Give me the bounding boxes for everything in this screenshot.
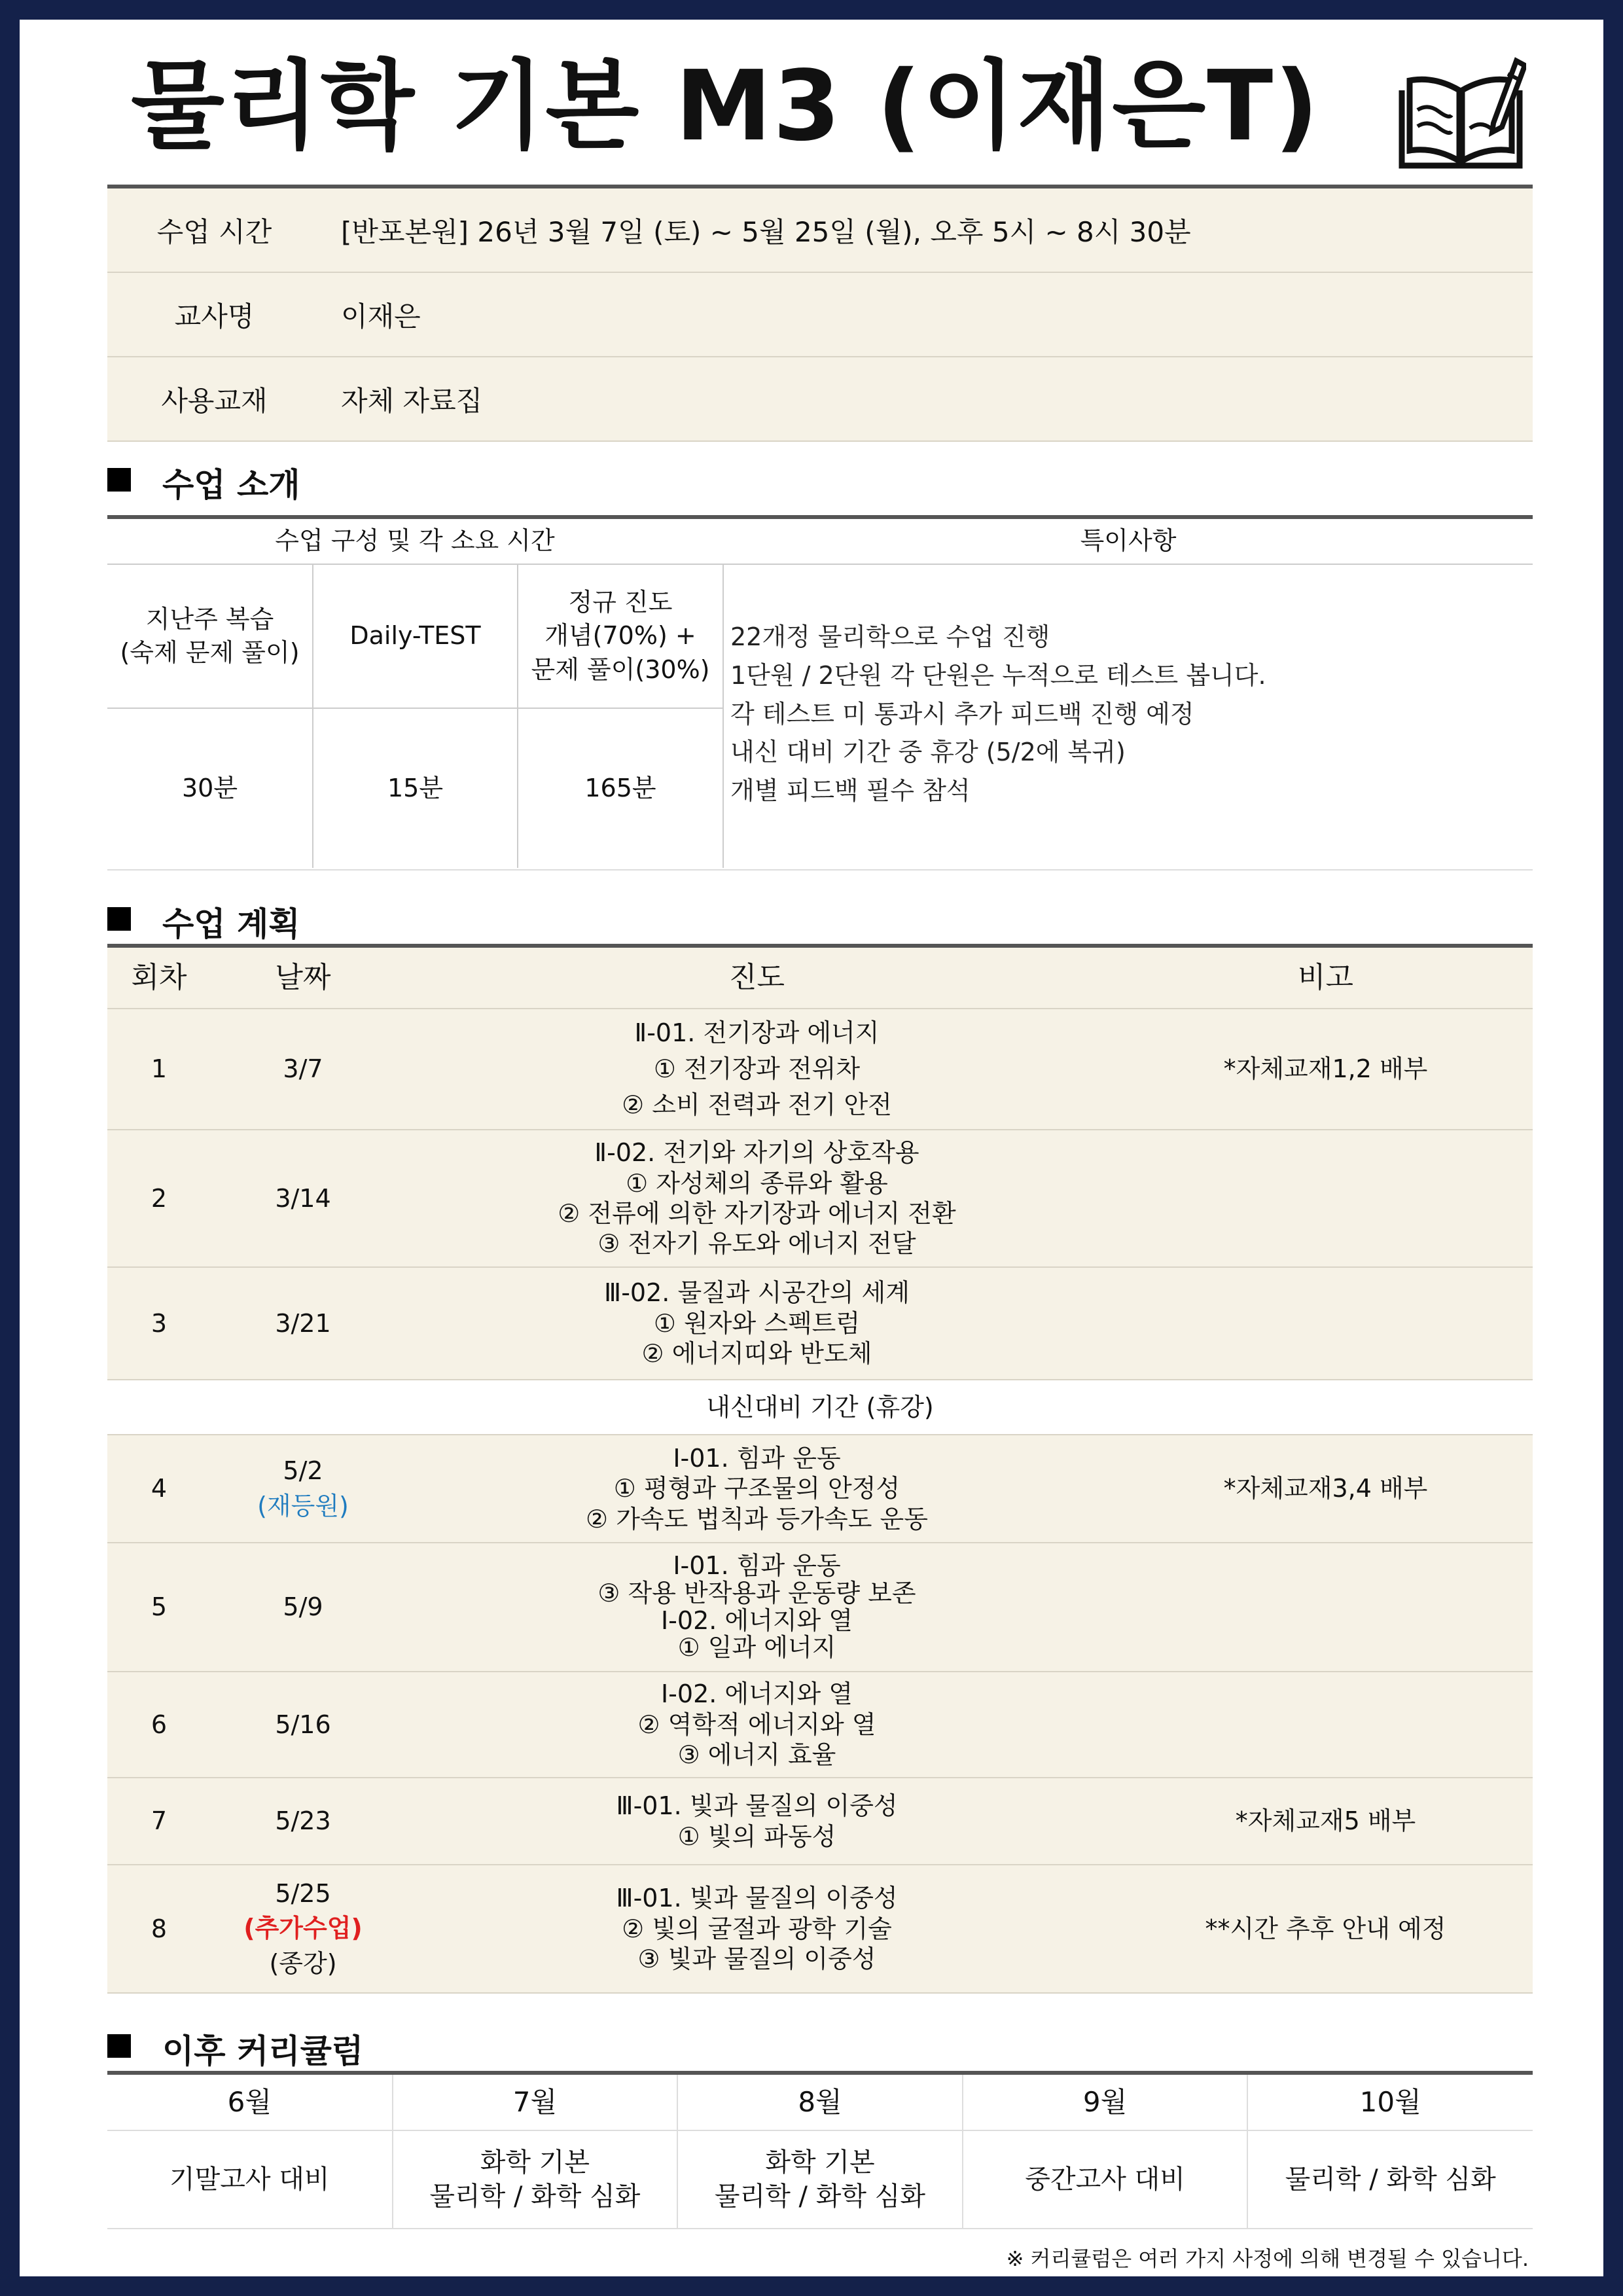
progress-line: Ⅰ-02. 에너지와 열: [660, 1605, 853, 1635]
lesson-date: 5/25: [275, 1879, 331, 1909]
progress-line: Ⅰ-02. 에너지와 열: [660, 1679, 853, 1709]
progress-line: Ⅲ-01. 빛과 물질의 이중성: [616, 1884, 898, 1913]
component-time: 15분: [387, 773, 444, 802]
header-progress: 진도: [395, 946, 1118, 1009]
month-detail: 화학 기본 물리학 / 화학 심화: [677, 2130, 963, 2229]
detail-row: [107, 2130, 1533, 2229]
month-row: [107, 2073, 1533, 2130]
progress-cell: [395, 1865, 1118, 1993]
component-time: 165분: [584, 773, 656, 802]
round-number: 3: [107, 1267, 211, 1380]
month-detail: 기말고사 대비: [107, 2130, 393, 2229]
progress-line: ② 빛의 굴절과 광학 기술: [622, 1914, 892, 1943]
final-class-note: (종강): [269, 1948, 337, 1978]
return-note: (재등원): [257, 1491, 349, 1520]
lesson-date: 5/23: [211, 1778, 395, 1865]
round-number: 4: [107, 1435, 211, 1543]
intro-section-heading: [107, 442, 1533, 515]
progress-line: Ⅰ-01. 힘과 운동: [673, 1443, 841, 1473]
plan-row: [107, 1865, 1533, 1993]
note-item: 내신 대비 기간 중 휴강 (5/2에 복귀): [730, 738, 1126, 767]
progress-cell: [395, 1267, 1118, 1380]
lesson-date-cell: [211, 1865, 395, 1993]
progress-cell: [395, 1778, 1118, 1865]
intro-table: [107, 515, 1533, 870]
info-row: [107, 357, 1533, 441]
info-value: [반포본원] 26년 3월 7일 (토) ~ 5월 25일 (월), 오후 5시 ~ 8시 30분: [321, 188, 1533, 272]
progress-line: ② 역학적 에너지와 열: [637, 1710, 876, 1739]
round-number: 7: [107, 1778, 211, 1865]
note-item: 개별 피드백 필수 참석: [730, 776, 971, 806]
progress-cell: [395, 1435, 1118, 1543]
round-number: 1: [107, 1009, 211, 1130]
month-label: 8월: [677, 2073, 963, 2130]
section-title: 수업 소개: [162, 466, 300, 504]
page-title: 물리학 기본 M3 (이재은T): [131, 50, 1320, 162]
page-sheet: [20, 20, 1603, 2276]
component-time: 30분: [181, 773, 238, 802]
round-number: 2: [107, 1130, 211, 1267]
plan-section-heading: [107, 893, 1533, 944]
progress-line: Ⅱ-02. 전기와 자기의 상호작용: [594, 1138, 919, 1168]
plan-row: [107, 1543, 1533, 1672]
progress-line: ① 자성체의 종류와 활용: [626, 1168, 888, 1198]
header-remarks: 비고: [1118, 946, 1533, 1009]
remark: [1118, 1267, 1533, 1380]
progress-line: ① 원자와 스펙트럼: [653, 1308, 861, 1338]
progress-cell: [395, 1130, 1118, 1267]
progress-line: Ⅲ-02. 물질과 시공간의 세계: [604, 1278, 910, 1308]
progress-line: Ⅱ-01. 전기장과 에너지: [634, 1018, 880, 1047]
month-label: 6월: [107, 2073, 393, 2130]
section-title: 수업 계획: [162, 905, 300, 943]
note-item: 1단원 / 2단원 각 단원은 누적으로 테스트 봅니다.: [730, 660, 1266, 690]
remark: [1118, 1543, 1533, 1672]
month-label: 10월: [1247, 2073, 1533, 2130]
component-name: 지난주 복습 (숙제 문제 풀이): [120, 604, 300, 667]
document-content: [107, 20, 1533, 2272]
info-row: [107, 188, 1533, 272]
curriculum-table: [107, 2071, 1533, 2229]
note-item: 22개정 물리학으로 수업 진행: [730, 622, 1050, 651]
plan-row: [107, 1435, 1533, 1543]
title-row: [107, 20, 1533, 185]
progress-line: Ⅲ-01. 빛과 물질의 이중성: [616, 1791, 898, 1821]
extra-class-note: (추가수업): [243, 1914, 363, 1943]
progress-line: ③ 작용 반작용과 운동량 보존: [597, 1578, 916, 1607]
square-bullet-icon: [107, 907, 131, 931]
book-with-pen-icon: [1395, 51, 1526, 175]
remark: *자체교재3,4 배부: [1118, 1435, 1533, 1543]
curriculum-section-heading: [107, 2020, 1533, 2071]
month-detail: 중간고사 대비: [963, 2130, 1248, 2229]
notes-list: [730, 564, 1529, 865]
plan-row: [107, 1267, 1533, 1380]
square-bullet-icon: [107, 2034, 131, 2058]
progress-line: ② 전류에 의한 자기장과 에너지 전환: [558, 1199, 956, 1228]
remark: [1118, 1672, 1533, 1778]
progress-line: ② 에너지띠와 반도체: [641, 1339, 872, 1369]
lesson-date-cell: [211, 1435, 395, 1543]
square-bullet-icon: [107, 468, 131, 492]
header-date: 날짜: [211, 946, 395, 1009]
month-detail: 화학 기본 물리학 / 화학 심화: [393, 2130, 678, 2229]
progress-line: ① 빛의 파동성: [677, 1821, 836, 1851]
remark: *자체교재5 배부: [1118, 1778, 1533, 1865]
round-number: 8: [107, 1865, 211, 1993]
progress-line: ① 전기장과 전위차: [653, 1054, 861, 1083]
info-value: 자체 자료집: [321, 357, 1533, 441]
note-item: 각 테스트 미 통과시 추가 피드백 진행 예정: [730, 699, 1194, 728]
progress-line: ③ 에너지 효율: [677, 1740, 836, 1770]
divider: [312, 565, 313, 868]
progress-line: ② 가속도 법칙과 등가속도 운동: [586, 1504, 928, 1534]
notes-header: 특이사항: [1080, 526, 1177, 556]
round-number: 5: [107, 1543, 211, 1672]
round-number: 6: [107, 1672, 211, 1778]
lesson-date: 3/14: [211, 1130, 395, 1267]
info-label: 교사명: [107, 272, 321, 357]
info-label: 수업 시간: [107, 188, 321, 272]
remark: **시간 추후 안내 예정: [1118, 1865, 1533, 1993]
progress-line: ① 일과 에너지: [677, 1633, 836, 1662]
progress-cell: [395, 1672, 1118, 1778]
component-name: Daily-TEST: [349, 621, 481, 651]
divider: [517, 565, 518, 868]
lesson-date: 5/2: [283, 1456, 323, 1486]
class-info-table: [107, 188, 1533, 442]
composition-header: 수업 구성 및 각 소요 시간: [275, 526, 555, 556]
month-label: 7월: [393, 2073, 678, 2130]
progress-cell: [395, 1009, 1118, 1130]
month-detail: 물리학 / 화학 심화: [1247, 2130, 1533, 2229]
progress-line: ② 소비 전력과 전기 안전: [622, 1090, 892, 1120]
lesson-plan-table: [107, 944, 1533, 1994]
plan-row: [107, 1009, 1533, 1130]
plan-header-row: [107, 946, 1533, 1009]
lesson-date: 3/21: [211, 1267, 395, 1380]
lesson-date: 3/7: [211, 1009, 395, 1130]
header-round: 회차: [107, 946, 211, 1009]
break-row: [107, 1380, 1533, 1435]
remark: [1118, 1130, 1533, 1267]
plan-row: [107, 1778, 1533, 1865]
section-title: 이후 커리큘럼: [162, 2032, 364, 2070]
info-value: 이재은: [321, 272, 1533, 357]
break-label: 내신대비 기간 (휴강): [107, 1380, 1533, 1435]
progress-line: ③ 전자기 유도와 에너지 전달: [597, 1229, 916, 1259]
month-label: 9월: [963, 2073, 1248, 2130]
progress-line: ③ 빛과 물질의 이중성: [637, 1945, 876, 1974]
plan-row: [107, 1130, 1533, 1267]
lesson-date: 5/9: [211, 1543, 395, 1672]
progress-line: Ⅰ-01. 힘과 운동: [673, 1551, 841, 1580]
curriculum-footnote: ※ 커리큘럼은 여러 가지 사정에 의해 변경될 수 있습니다.: [1006, 2246, 1529, 2271]
progress-cell: [395, 1543, 1118, 1672]
progress-line: ① 평형과 구조물의 안정성: [613, 1474, 901, 1503]
lesson-date: 5/16: [211, 1672, 395, 1778]
info-row: [107, 272, 1533, 357]
plan-row: [107, 1672, 1533, 1778]
divider: [722, 565, 724, 868]
component-name: 정규 진도 개념(70%) + 문제 풀이(30%): [531, 588, 710, 684]
remark: *자체교재1,2 배부: [1118, 1009, 1533, 1130]
info-label: 사용교재: [107, 357, 321, 441]
